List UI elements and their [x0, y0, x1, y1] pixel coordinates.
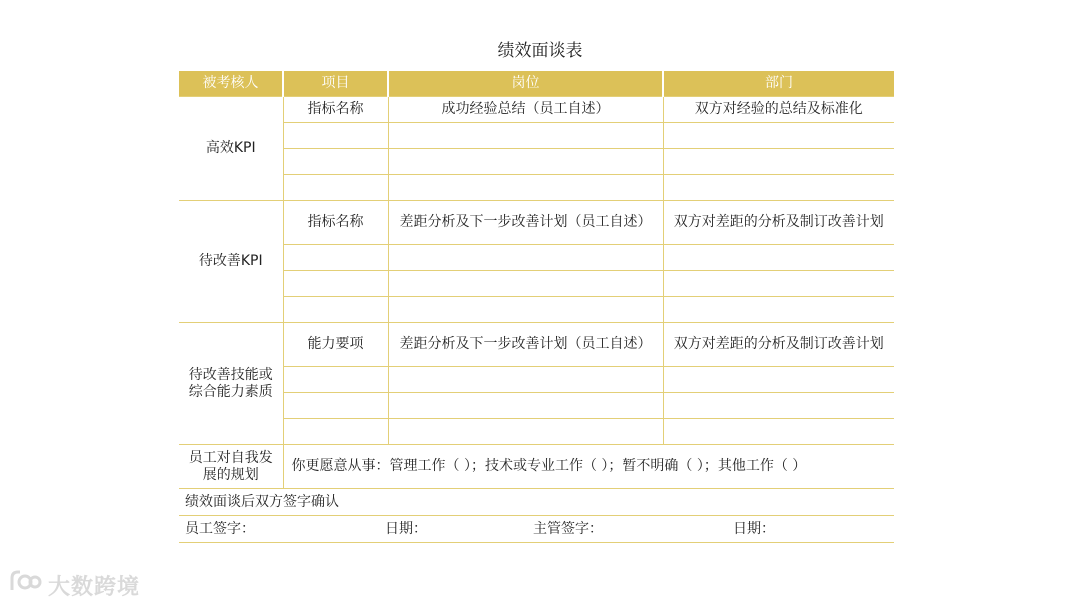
- header-item: 项目: [283, 71, 388, 97]
- table-row: [179, 367, 894, 393]
- table-row: [179, 149, 894, 175]
- empty-cell[interactable]: [663, 419, 894, 445]
- development-plan-label: 员工对自我发展的规划: [179, 445, 283, 489]
- empty-cell[interactable]: [663, 297, 894, 323]
- metric-label: 能力要项: [283, 323, 388, 367]
- empty-cell[interactable]: [283, 175, 388, 201]
- header-department: 部门: [663, 71, 894, 97]
- header-row: [179, 71, 894, 97]
- empty-cell[interactable]: [388, 245, 663, 271]
- empty-cell[interactable]: [283, 419, 388, 445]
- signature-row: [179, 516, 894, 543]
- table-row: [179, 445, 894, 489]
- empty-cell[interactable]: [663, 271, 894, 297]
- header-position: 岗位: [388, 71, 663, 97]
- employee-date-field[interactable]: 日期：: [385, 520, 427, 537]
- joint-gap-analysis-cell: 双方对差距的分析及制订改善计划: [663, 201, 894, 245]
- empty-cell[interactable]: [283, 367, 388, 393]
- table-row: [179, 123, 894, 149]
- empty-cell[interactable]: [283, 297, 388, 323]
- category-high-kpi: 高效KPI: [179, 97, 283, 201]
- empty-cell[interactable]: [388, 271, 663, 297]
- empty-cell[interactable]: [663, 245, 894, 271]
- empty-cell[interactable]: [388, 367, 663, 393]
- employee-gap-analysis-cell: 差距分析及下一步改善计划（员工自述）: [388, 201, 663, 245]
- page-title: 绩效面谈表: [497, 41, 583, 61]
- table-row: [179, 323, 894, 367]
- empty-cell[interactable]: [663, 175, 894, 201]
- development-plan-options[interactable]: 你更愿意从事：管理工作（ ）；技术或专业工作（ ）；暂不明确（ ）；其他工作（ ）: [283, 445, 894, 489]
- signature-confirm-label: 绩效面谈后双方签字确认: [179, 489, 894, 516]
- watermark-text: 大数跨境: [48, 574, 141, 600]
- empty-cell[interactable]: [663, 367, 894, 393]
- employee-signature-field[interactable]: 员工签字：: [185, 520, 255, 537]
- joint-gap-analysis-cell: 双方对差距的分析及制订改善计划: [663, 323, 894, 367]
- category-improve-kpi: 待改善KPI: [179, 201, 283, 323]
- empty-cell[interactable]: [388, 297, 663, 323]
- empty-cell[interactable]: [663, 393, 894, 419]
- table-row: [179, 271, 894, 297]
- metric-label: 指标名称: [283, 97, 388, 123]
- table-row: [179, 297, 894, 323]
- empty-cell[interactable]: [663, 123, 894, 149]
- watermark: [8, 568, 140, 602]
- employee-summary-cell: 成功经验总结（员工自述）: [388, 97, 663, 123]
- table-row: [179, 201, 894, 245]
- performance-interview-table: [179, 71, 894, 543]
- empty-cell[interactable]: [283, 393, 388, 419]
- empty-cell[interactable]: [388, 149, 663, 175]
- brand-logo-icon: [8, 568, 48, 602]
- empty-cell[interactable]: [283, 245, 388, 271]
- empty-cell[interactable]: [283, 149, 388, 175]
- empty-cell[interactable]: [283, 123, 388, 149]
- manager-date-field[interactable]: 日期：: [733, 520, 775, 537]
- manager-signature-field[interactable]: 主管签字：: [533, 520, 603, 537]
- empty-cell[interactable]: [388, 393, 663, 419]
- empty-cell[interactable]: [388, 123, 663, 149]
- table-row: [179, 393, 894, 419]
- category-skills: 待改善技能或综合能力素质: [179, 323, 283, 445]
- table-row: [179, 516, 894, 543]
- metric-label: 指标名称: [283, 201, 388, 245]
- empty-cell[interactable]: [388, 175, 663, 201]
- empty-cell[interactable]: [663, 149, 894, 175]
- empty-cell[interactable]: [283, 271, 388, 297]
- table-row: [179, 489, 894, 516]
- table-row: [179, 175, 894, 201]
- empty-cell[interactable]: [388, 419, 663, 445]
- joint-summary-cell: 双方对经验的总结及标准化: [663, 97, 894, 123]
- table-row: [179, 245, 894, 271]
- header-appraisee: 被考核人: [179, 71, 283, 97]
- table-row: [179, 419, 894, 445]
- employee-gap-analysis-cell: 差距分析及下一步改善计划（员工自述）: [388, 323, 663, 367]
- table-row: [179, 97, 894, 123]
